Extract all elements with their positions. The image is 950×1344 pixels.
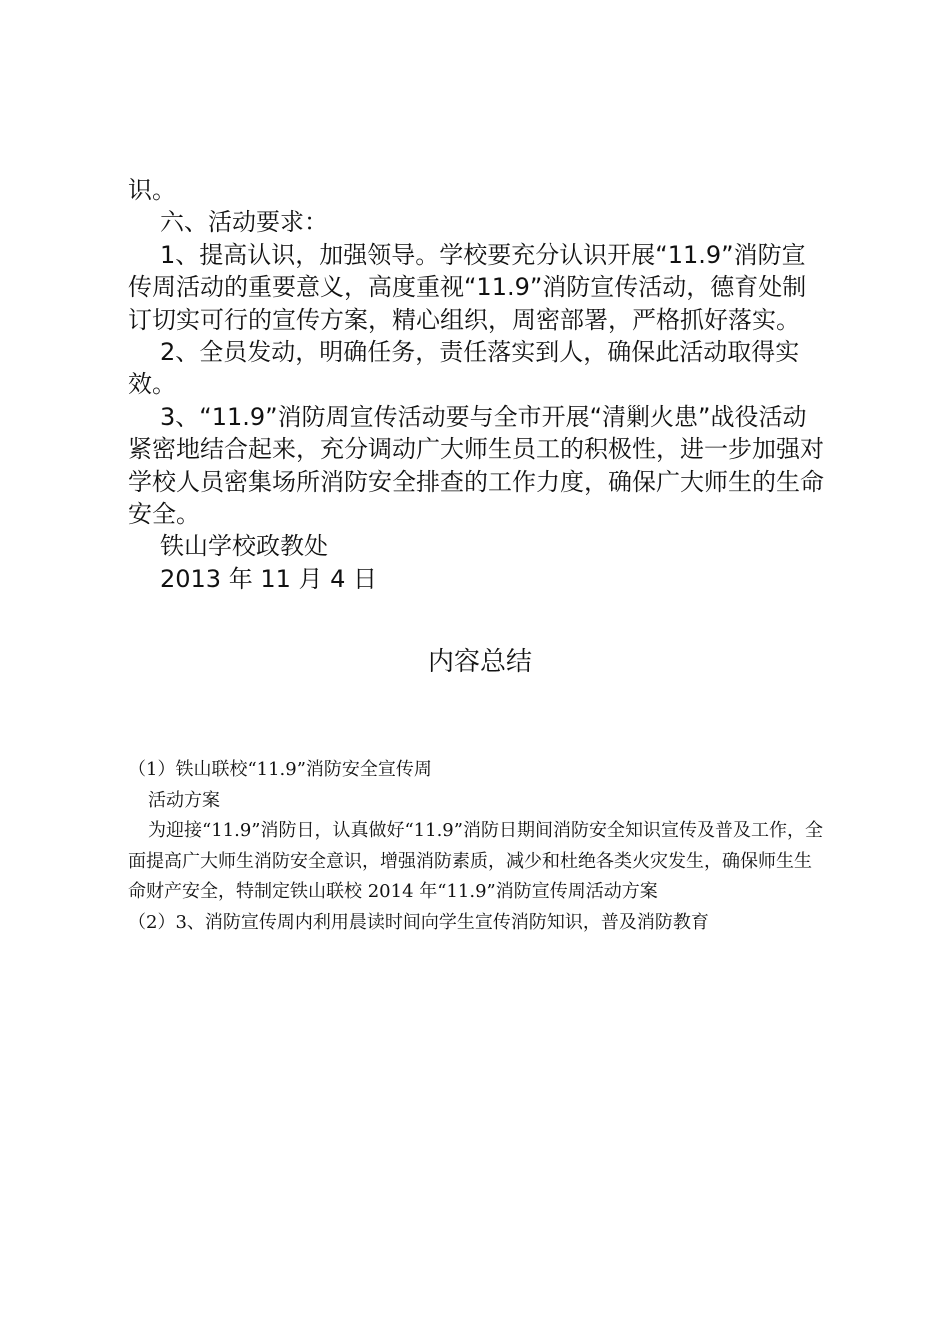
summary-line-2: 活动方案 [148, 789, 220, 811]
summary-title: 内容总结 [427, 647, 532, 677]
section-heading: 六、活动要求： [160, 208, 328, 237]
date: 2013 年 11 月 4 日 [160, 564, 378, 593]
summary-line-4: （2）3、消防宣传周内利用晨读时间向学生宣传消防知识，普及消防教育 [128, 911, 709, 933]
paragraph-continuation: 识。 [128, 176, 176, 204]
requirement-item-3: 3、“11.9”消防周宣传活动要与全市开展“清剿火患”战役活动紧密地结合起来，充分调动广大师生员工的积极性，进一步加强对学校人员密集场所消防安全排查的工作力度，确保广大师生的生命安全。 [128, 402, 824, 529]
requirement-item-2: 2、全员发动，明确任务，责任落实到人，确保此活动取得实效。 [128, 338, 800, 399]
main-text [128, 174, 824, 595]
summary-text [128, 755, 828, 938]
requirement-item-1: 1、提高认识，加强领导。学校要充分认识开展“11.9”消防宣传周活动的重要意义，高度重视“11.9”消防宣传活动，德育处制订切实可行的宣传方案，精心组织，周密部署，严格抓好落实。 [128, 240, 807, 334]
summary-line-1: （1）铁山联校“11.9”消防安全宣传周 [128, 759, 432, 780]
signature: 铁山学校政教处 [160, 532, 328, 561]
summary-line-3: 为迎接“11.9”消防日，认真做好“11.9”消防日期间消防安全知识宣传及普及工作，全面提高广大师生消防安全意识，增强消防素质，减少和杜绝各类火灾发生，确保师生生命财产安全，特制定铁山联校 2014 年“11.9”消防宣传周活动方案 [128, 820, 823, 902]
